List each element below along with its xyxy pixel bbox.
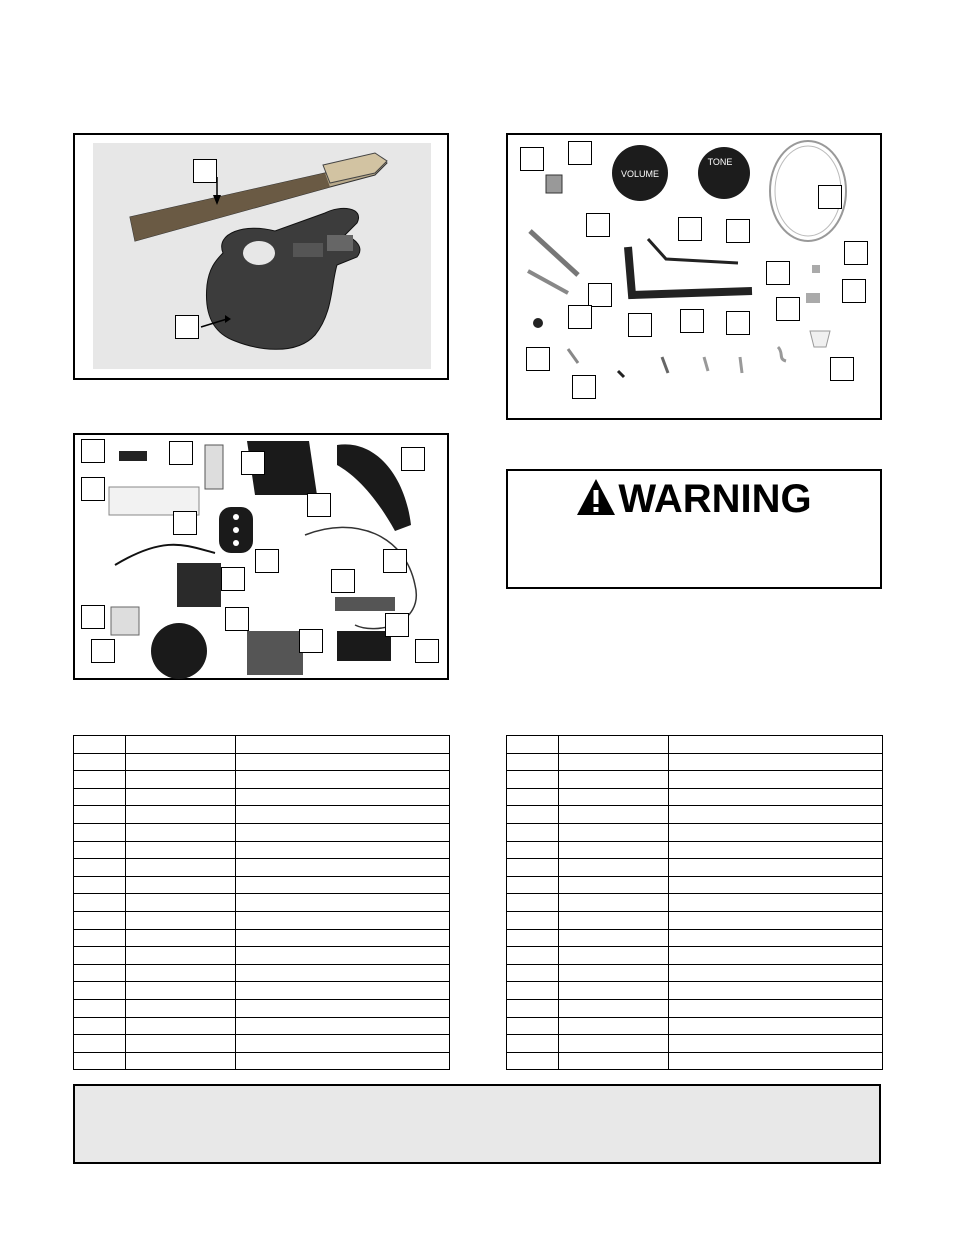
table-cell [126,894,236,912]
table-cell [507,788,559,806]
table-cell [559,947,669,965]
table-cell [559,788,669,806]
callout-box [680,309,704,333]
table-cell [669,929,883,947]
table-cell [507,911,559,929]
table-row [507,999,883,1017]
table-cell [126,947,236,965]
table-cell [74,964,126,982]
table-cell [507,823,559,841]
callout-box [169,441,193,465]
table-row [507,1052,883,1070]
callout-box [568,141,592,165]
parts-table-right [506,735,883,1070]
callout-box [299,629,323,653]
table-row [74,911,450,929]
table-row [507,947,883,965]
table-cell [669,947,883,965]
table-cell [507,806,559,824]
table-row [74,947,450,965]
callout-box [173,511,197,535]
table-cell [669,1035,883,1053]
table-cell [126,788,236,806]
callout-box [572,375,596,399]
table-cell [669,806,883,824]
callout-box [726,311,750,335]
table-row [507,964,883,982]
table-cell [507,753,559,771]
table-row [74,982,450,1000]
callout-box [586,213,610,237]
table-row [507,876,883,894]
table-cell [74,876,126,894]
table-cell [669,876,883,894]
table-row [507,823,883,841]
table-cell [559,911,669,929]
callout-box [520,147,544,171]
callout-box [588,283,612,307]
table-cell [507,999,559,1017]
table-cell [74,859,126,877]
table-cell [559,1052,669,1070]
table-cell [669,894,883,912]
table-row [74,823,450,841]
table-cell [126,736,236,754]
table-cell [669,771,883,789]
warning-title: WARNING [618,477,812,521]
table-row [74,929,450,947]
callout-box [307,493,331,517]
volume-knob-label: VOLUME [620,169,660,179]
callout-box [331,569,355,593]
table-cell [74,1035,126,1053]
electronics-figure [73,433,449,680]
table-row [74,771,450,789]
table-cell [236,841,450,859]
callout-box [241,451,265,475]
table-cell [669,964,883,982]
tone-knob-label: TONE [707,157,733,167]
table-cell [559,982,669,1000]
table-cell [236,894,450,912]
table-cell [126,1035,236,1053]
table-row [507,929,883,947]
table-cell [126,929,236,947]
table-cell [126,771,236,789]
parts-table-left [73,735,450,1070]
table-row [507,788,883,806]
callout-box [726,219,750,243]
table-cell [74,771,126,789]
callout-box [175,315,199,339]
table-cell [559,894,669,912]
table-cell [236,771,450,789]
table-cell [236,788,450,806]
table-cell [236,929,450,947]
table-cell [236,911,450,929]
callout-box [255,549,279,573]
table-cell [126,999,236,1017]
table-cell [669,982,883,1000]
neck-body-figure [73,133,449,380]
parts-table-right-body [507,736,883,1070]
callout-box [568,305,592,329]
callout-box [526,347,550,371]
table-cell [507,947,559,965]
table-row [507,911,883,929]
table-cell [507,1035,559,1053]
table-cell [236,736,450,754]
warning-heading [508,477,880,521]
table-cell [559,999,669,1017]
table-cell [126,964,236,982]
table-row [507,1035,883,1053]
table-cell [236,1052,450,1070]
table-cell [74,929,126,947]
table-row [507,1017,883,1035]
table-row [507,806,883,824]
table-cell [559,1035,669,1053]
table-cell [74,1052,126,1070]
table-row [507,736,883,754]
table-cell [126,876,236,894]
table-cell [236,876,450,894]
callout-box [830,357,854,381]
table-cell [236,859,450,877]
table-row [507,982,883,1000]
table-cell [236,947,450,965]
callout-box [225,607,249,631]
callout-box [415,639,439,663]
table-cell [559,929,669,947]
table-cell [126,911,236,929]
callout-box [193,159,217,183]
table-cell [126,753,236,771]
callout-box [385,613,409,637]
warning-box [506,469,882,589]
table-cell [559,1017,669,1035]
table-cell [74,911,126,929]
table-cell [507,736,559,754]
callout-box [81,439,105,463]
callout-box [401,447,425,471]
table-cell [559,859,669,877]
table-cell [74,788,126,806]
table-row [74,788,450,806]
table-row [507,841,883,859]
table-cell [507,1052,559,1070]
table-cell [559,736,669,754]
table-cell [236,806,450,824]
table-cell [559,876,669,894]
table-cell [559,841,669,859]
table-cell [74,841,126,859]
table-cell [507,841,559,859]
callout-box [842,279,866,303]
table-cell [126,1052,236,1070]
callout-box [776,297,800,321]
table-cell [669,823,883,841]
table-row [74,1035,450,1053]
callout-box [81,477,105,501]
table-cell [507,876,559,894]
table-cell [236,1035,450,1053]
table-cell [669,841,883,859]
warning-triangle-icon [576,477,616,517]
callout-box [81,605,105,629]
table-cell [74,806,126,824]
table-cell [74,947,126,965]
callout-box [766,261,790,285]
neck-body-illustration [75,135,451,382]
table-cell [236,982,450,1000]
hardware-illustration [508,135,884,422]
table-cell [236,964,450,982]
table-cell [74,753,126,771]
table-cell [507,859,559,877]
table-cell [669,911,883,929]
table-cell [236,999,450,1017]
table-cell [507,771,559,789]
table-cell [74,999,126,1017]
table-row [74,859,450,877]
parts-table-left-body [74,736,450,1070]
table-row [507,753,883,771]
table-cell [74,982,126,1000]
table-row [74,1017,450,1035]
table-cell [507,929,559,947]
table-cell [507,982,559,1000]
table-cell [74,736,126,754]
table-cell [669,788,883,806]
table-row [74,999,450,1017]
table-row [74,964,450,982]
callout-box [844,241,868,265]
callout-box [383,549,407,573]
table-cell [126,806,236,824]
table-cell [236,753,450,771]
table-cell [126,859,236,877]
table-row [74,894,450,912]
table-cell [507,964,559,982]
table-cell [559,806,669,824]
table-cell [669,999,883,1017]
table-cell [126,823,236,841]
table-cell [559,771,669,789]
table-cell [126,1017,236,1035]
table-cell [559,753,669,771]
note-box [73,1084,881,1164]
table-row [74,806,450,824]
table-cell [507,1017,559,1035]
table-row [507,771,883,789]
table-cell [669,753,883,771]
table-row [74,753,450,771]
table-row [74,841,450,859]
callout-box [221,567,245,591]
table-row [74,1052,450,1070]
table-cell [236,1017,450,1035]
table-row [74,876,450,894]
table-cell [669,1052,883,1070]
table-cell [507,894,559,912]
table-cell [236,823,450,841]
table-row [74,736,450,754]
table-cell [559,823,669,841]
table-cell [126,982,236,1000]
table-row [507,859,883,877]
table-cell [559,964,669,982]
callout-box [628,313,652,337]
table-cell [669,1017,883,1035]
table-cell [669,736,883,754]
callout-box [91,639,115,663]
table-cell [74,1017,126,1035]
callout-box [818,185,842,209]
table-cell [74,894,126,912]
table-cell [126,841,236,859]
table-cell [74,823,126,841]
hardware-figure [506,133,882,420]
table-cell [669,859,883,877]
table-row [507,894,883,912]
callout-box [678,217,702,241]
